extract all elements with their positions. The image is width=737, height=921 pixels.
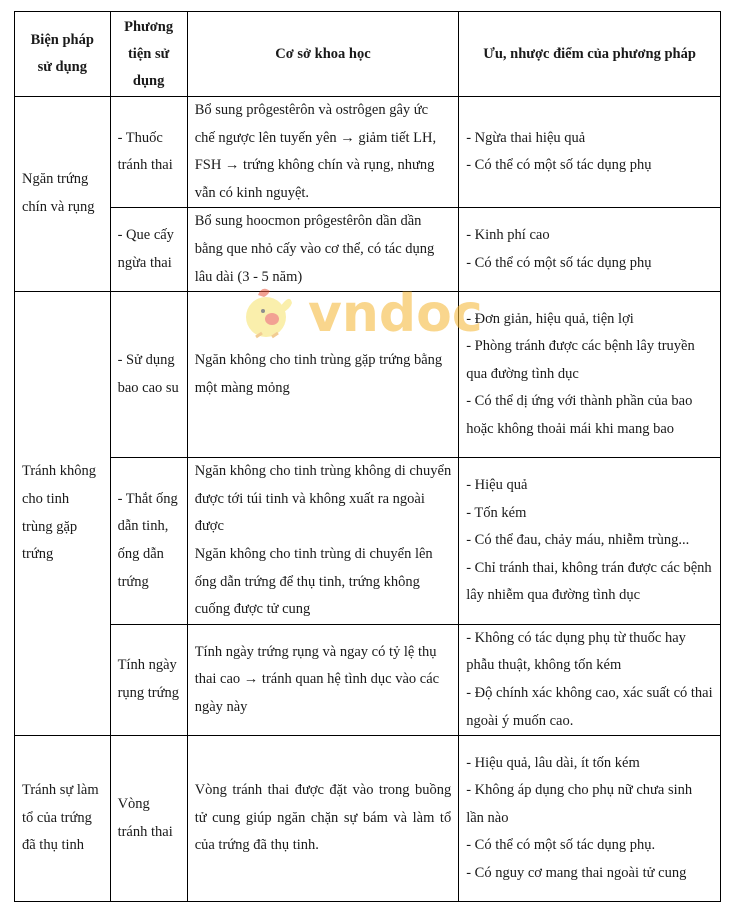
means-cell: - Thuốc tránh thai xyxy=(110,97,187,208)
pros-cons-cell xyxy=(459,208,721,292)
table-row xyxy=(15,208,721,292)
header-method: Biện pháp sử dụng xyxy=(15,12,111,97)
table-row xyxy=(15,458,721,625)
basis-cell: Ngăn không cho tinh trùng gặp trứng bằng một màng mỏng xyxy=(187,292,459,458)
pros-cons-item: - Đơn giản, hiệu quả, tiện lợi xyxy=(466,310,634,327)
pros-cons-item: - Độ chính xác không cao, xác suất có thai ngoài ý muốn cao. xyxy=(466,684,713,729)
pros-cons-item: - Có thể có một số tác dụng phụ. xyxy=(466,837,656,854)
basis-cell: Vòng tránh thai được đặt vào trong buồng tử cung giúp ngăn chặn sự bám và làm tổ của trứng đã thụ tinh. xyxy=(187,736,459,902)
pros-cons-item: - Tốn kém xyxy=(466,504,527,521)
pros-cons-cell xyxy=(459,736,721,902)
pros-cons-item: - Không áp dụng cho phụ nữ chưa sinh lần nào xyxy=(466,782,693,826)
pros-cons-item: - Có nguy cơ mang thai ngoài tử cung xyxy=(466,864,687,881)
pros-cons-item: - Không có tác dụng phụ từ thuốc hay phẫu thuật, không tốn kém xyxy=(466,629,686,674)
means-cell: Tính ngày rụng trứng xyxy=(110,624,187,735)
means-cell: - Thắt ống dẫn tinh, ống dẫn trứng xyxy=(110,458,187,625)
header-means: Phương tiện sử dụng xyxy=(110,12,187,97)
table-row xyxy=(15,736,721,902)
table-header-row xyxy=(15,12,721,97)
pros-cons-item: - Chỉ tránh thai, không trán được các bệnh lây nhiễm qua đường tình dục xyxy=(466,559,712,604)
basis-line: Ngăn không cho tinh trùng không di chuyển được tới túi tinh và không xuất ra ngoài được xyxy=(194,463,452,535)
pros-cons-item: - Ngừa thai hiệu quả xyxy=(466,129,586,146)
pros-cons-cell xyxy=(459,458,721,625)
basis-cell: Bổ sung hoocmon prôgestêrôn dần dần bằng que nhỏ cấy vào cơ thể, có tác dụng lâu dài (3 - 5 năm) xyxy=(187,208,459,292)
method-cell: Ngăn trứng chín và rụng xyxy=(15,97,111,292)
basis-cell: Tính ngày trứng rụng và ngay có tỷ lệ thụ thai cao → tránh quan hệ tình dục vào các ngày này xyxy=(187,624,459,735)
svg-text:vndoc: vndoc xyxy=(308,284,483,343)
table-row xyxy=(15,292,721,458)
pros-cons-cell xyxy=(459,292,721,458)
pros-cons-item: - Có thể đau, chảy máu, nhiễm trùng... xyxy=(466,532,690,549)
method-cell: Tránh không cho tinh trùng gặp trứng xyxy=(15,292,111,736)
pros-cons-item: - Có thể dị ứng với thành phần của bao hoặc không thoải mái khi mang bao xyxy=(466,393,693,438)
method-cell: Tránh sự làm tổ của trứng đã thụ tinh xyxy=(15,736,111,902)
means-cell: - Que cấy ngừa thai xyxy=(110,208,187,292)
basis-cell: Bổ sung prôgestêrôn và ostrôgen gây ức chế ngược lên tuyến yên → giảm tiết LH, FSH → trứng không chín và rụng, nhưng vẫn có kinh nguyệt. xyxy=(187,97,459,208)
pros-cons-item: - Phòng tránh được các bệnh lây truyền qua đường tình dục xyxy=(466,338,695,382)
pros-cons-item: - Hiệu quả, lâu dài, ít tốn kém xyxy=(466,754,640,771)
pros-cons-item: - Có thể có một số tác dụng phụ xyxy=(466,254,652,271)
means-cell: - Sử dụng bao cao su xyxy=(110,292,187,458)
pros-cons-item: - Hiệu quả xyxy=(466,476,528,493)
table-row xyxy=(15,624,721,735)
pros-cons-item: - Có thể có một số tác dụng phụ xyxy=(466,157,652,174)
header-pros-cons: Ưu, nhược điểm của phương pháp xyxy=(459,12,721,97)
header-basis: Cơ sở khoa học xyxy=(187,12,459,97)
table-row xyxy=(15,97,721,208)
basis-line: Ngăn không cho tinh trùng di chuyển lên ống dẫn trứng để thụ tinh, trứng không cuống được tử cung xyxy=(194,545,433,618)
contraception-methods-table xyxy=(14,11,721,902)
basis-cell xyxy=(187,458,459,625)
pros-cons-item: - Kinh phí cao xyxy=(466,227,550,244)
pros-cons-cell xyxy=(459,97,721,208)
means-cell: Vòng tránh thai xyxy=(110,736,187,902)
pros-cons-cell xyxy=(459,624,721,735)
